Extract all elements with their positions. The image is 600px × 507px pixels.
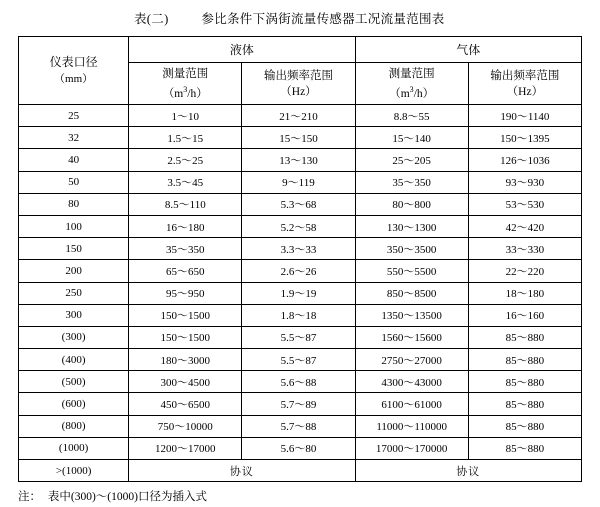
cell-gas-freq: 150～1395 xyxy=(468,127,581,149)
cell-gas-freq: 42～420 xyxy=(468,215,581,237)
cell-diameter: (300) xyxy=(19,326,129,348)
cell-gas-freq: 85～880 xyxy=(468,326,581,348)
cell-liquid-range: 1200～17000 xyxy=(129,437,242,459)
cell-liquid-range: 1～10 xyxy=(129,105,242,127)
cell-diameter: (1000) xyxy=(19,437,129,459)
note-label: 注： xyxy=(18,491,41,504)
cell-diameter: 80 xyxy=(19,193,129,215)
table-body xyxy=(19,105,582,482)
header-liquid-freq-name: 输出频率范围 xyxy=(263,69,333,82)
cell-gas-range: 35～350 xyxy=(355,171,468,193)
cell-gas-freq: 85～880 xyxy=(468,349,581,371)
cell-liquid-freq: 5.6～88 xyxy=(242,371,355,393)
cell-liquid-range: 3.5～45 xyxy=(129,171,242,193)
header-liquid-range-unit: $(m^3/h)$ xyxy=(162,84,208,100)
table-note xyxy=(18,489,582,505)
cell-liquid-freq: 5.5～87 xyxy=(242,326,355,348)
cell-gas-freq: 16～160 xyxy=(468,304,581,326)
cell-liquid-freq: 5.7～89 xyxy=(242,393,355,415)
cell-gas-range: 17000～170000 xyxy=(355,437,468,459)
cell-diameter: 200 xyxy=(19,260,129,282)
cell-gas-range: 130～1300 xyxy=(355,215,468,237)
cell-liquid-range: 180～3000 xyxy=(129,349,242,371)
cell-gas-freq: 190～1140 xyxy=(468,105,581,127)
cell-diameter: >(1000) xyxy=(19,460,129,482)
cell-liquid-range: 16～180 xyxy=(129,215,242,237)
cell-gas-range: 4300～43000 xyxy=(355,371,468,393)
header-diameter-unit: （mm） xyxy=(54,72,94,85)
cell-diameter: 50 xyxy=(19,171,129,193)
cell-liquid-range: 2.5～25 xyxy=(129,149,242,171)
cell-gas-range: 550～5500 xyxy=(355,260,468,282)
cell-liquid-freq: 5.5～87 xyxy=(242,349,355,371)
cell-gas-range: 25～205 xyxy=(355,149,468,171)
table-row xyxy=(19,415,582,437)
cell-liquid-range: 65～650 xyxy=(129,260,242,282)
cell-liquid-freq: 9～119 xyxy=(242,171,355,193)
cell-liquid-agreement: 协议 xyxy=(129,460,355,482)
cell-liquid-range: 150～1500 xyxy=(129,304,242,326)
table-row xyxy=(19,371,582,393)
cell-diameter: 300 xyxy=(19,304,129,326)
cell-gas-freq: 85～880 xyxy=(468,437,581,459)
cell-gas-range: 350～3500 xyxy=(355,238,468,260)
cell-gas-freq: 33～330 xyxy=(468,238,581,260)
cell-gas-range: 1560～15600 xyxy=(355,326,468,348)
cell-gas-freq: 85～880 xyxy=(468,371,581,393)
cell-gas-freq: 93～930 xyxy=(468,171,581,193)
header-gas-range-unit: $(m^3/h)$ xyxy=(389,84,435,100)
cell-liquid-range: 8.5～110 xyxy=(129,193,242,215)
table-row xyxy=(19,127,582,149)
cell-gas-freq: 22～220 xyxy=(468,260,581,282)
cell-diameter: 250 xyxy=(19,282,129,304)
table-row xyxy=(19,105,582,127)
header-cell-liquid: 液体 xyxy=(129,37,355,63)
cell-liquid-freq: 15～150 xyxy=(242,127,355,149)
cell-liquid-range: 150～1500 xyxy=(129,326,242,348)
header-row-groups xyxy=(19,37,582,63)
cell-liquid-range: 35～350 xyxy=(129,238,242,260)
cell-liquid-freq: 5.3～68 xyxy=(242,193,355,215)
cell-gas-range: 80～800 xyxy=(355,193,468,215)
table-row-agreement xyxy=(19,460,582,482)
cell-gas-freq: 126～1036 xyxy=(468,149,581,171)
cell-liquid-freq: 13～130 xyxy=(242,149,355,171)
cell-liquid-freq: 21～210 xyxy=(242,105,355,127)
cell-liquid-range: 750～10000 xyxy=(129,415,242,437)
cell-liquid-range: 450～6500 xyxy=(129,393,242,415)
cell-diameter: (500) xyxy=(19,371,129,393)
table-row xyxy=(19,393,582,415)
cell-gas-range: 2750～27000 xyxy=(355,349,468,371)
header-gas-freq-unit: （Hz） xyxy=(506,85,544,98)
header-gas-range-name: 测量范围 xyxy=(388,67,435,80)
cell-diameter: 25 xyxy=(19,105,129,127)
table-row xyxy=(19,238,582,260)
cell-liquid-freq: 5.7～88 xyxy=(242,415,355,437)
cell-diameter: (400) xyxy=(19,349,129,371)
cell-gas-freq: 85～880 xyxy=(468,415,581,437)
cell-gas-agreement: 协议 xyxy=(355,460,581,482)
cell-gas-range: 11000～110000 xyxy=(355,415,468,437)
cell-diameter: 32 xyxy=(19,127,129,149)
table-caption xyxy=(134,10,582,28)
table-row xyxy=(19,149,582,171)
cell-gas-freq: 85～880 xyxy=(468,393,581,415)
table-row xyxy=(19,304,582,326)
table-row xyxy=(19,437,582,459)
cell-diameter: 40 xyxy=(19,149,129,171)
cell-liquid-freq: 3.3～33 xyxy=(242,238,355,260)
caption-label: 表(二) xyxy=(134,12,169,26)
cell-gas-range: 8.8～55 xyxy=(355,105,468,127)
cell-gas-range: 6100～61000 xyxy=(355,393,468,415)
cell-liquid-range: 95～950 xyxy=(129,282,242,304)
cell-gas-freq: 53～530 xyxy=(468,193,581,215)
cell-liquid-freq: 1.9～19 xyxy=(242,282,355,304)
header-cell-gas: 气体 xyxy=(355,37,581,63)
header-cell-liquid-freq xyxy=(242,63,355,105)
table-row xyxy=(19,326,582,348)
caption-title: 参比条件下涡街流量传感器工况流量范围表 xyxy=(201,12,445,26)
cell-liquid-range: 300～4500 xyxy=(129,371,242,393)
table-row xyxy=(19,215,582,237)
cell-diameter: 100 xyxy=(19,215,129,237)
cell-gas-range: 15～140 xyxy=(355,127,468,149)
flow-range-table xyxy=(18,36,582,482)
cell-gas-freq: 18～180 xyxy=(468,282,581,304)
header-liquid-range-name: 测量范围 xyxy=(162,67,209,80)
note-text: 表中(300)～(1000)口径为插入式 xyxy=(47,491,207,504)
table-row xyxy=(19,349,582,371)
table-row xyxy=(19,282,582,304)
cell-liquid-freq: 1.8～18 xyxy=(242,304,355,326)
table-header xyxy=(19,37,582,105)
cell-diameter: (800) xyxy=(19,415,129,437)
cell-liquid-range: 1.5～15 xyxy=(129,127,242,149)
cell-gas-range: 850～8500 xyxy=(355,282,468,304)
header-cell-gas-freq xyxy=(468,63,581,105)
cell-gas-range: 1350～13500 xyxy=(355,304,468,326)
header-cell-diameter xyxy=(19,37,129,105)
header-cell-gas-range xyxy=(355,63,468,105)
table-row xyxy=(19,260,582,282)
header-cell-liquid-range xyxy=(129,63,242,105)
table-row xyxy=(19,193,582,215)
cell-liquid-freq: 2.6～26 xyxy=(242,260,355,282)
header-liquid-freq-unit: （Hz） xyxy=(280,85,317,98)
cell-liquid-freq: 5.6～80 xyxy=(242,437,355,459)
cell-diameter: 150 xyxy=(19,238,129,260)
header-diameter-label: 仪表口径 xyxy=(49,54,98,69)
table-row xyxy=(19,171,582,193)
cell-diameter: (600) xyxy=(19,393,129,415)
cell-liquid-freq: 5.2～58 xyxy=(242,215,355,237)
header-gas-freq-name: 输出频率范围 xyxy=(490,69,560,82)
